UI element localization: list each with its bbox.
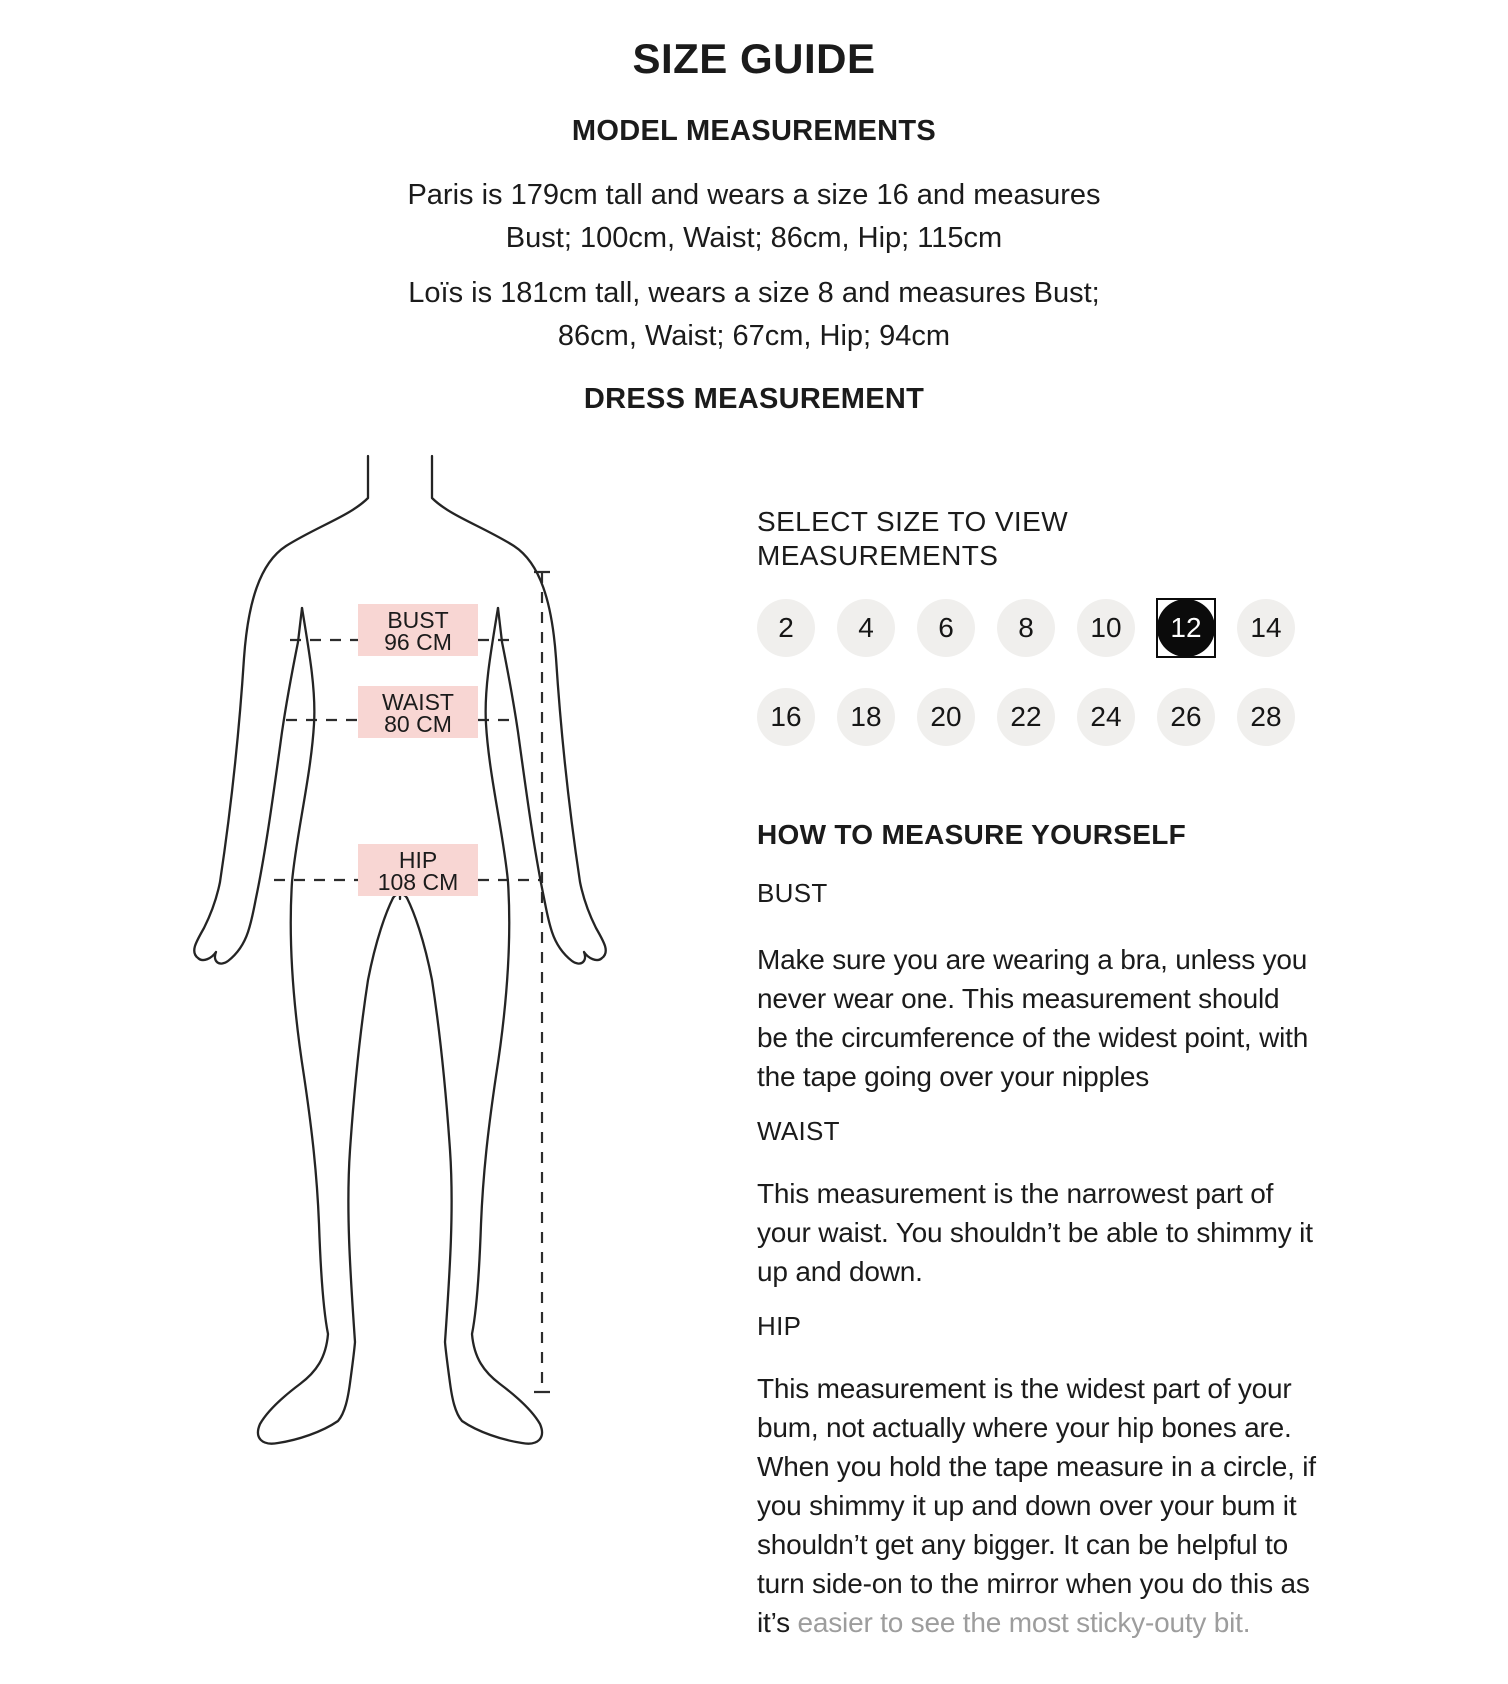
model-measurements-heading: MODEL MEASUREMENTS: [571, 115, 937, 147]
select-size-heading: SELECT SIZE TO VIEW MEASUREMENTS: [757, 506, 1069, 571]
size-selector-column: [757, 505, 1317, 1642]
model-paragraph-paris: Paris is 179cm tall and wears a size 16 and measures Bust; 100cm, Waist; 86cm, Hip; 115cm: [407, 179, 1101, 254]
size-option-20[interactable]: 20: [917, 688, 975, 746]
size-option-16[interactable]: 16: [757, 688, 815, 746]
waist-measurement-label: [358, 686, 478, 738]
dress-measurement-heading: DRESS MEASUREMENT: [583, 383, 925, 415]
size-option-4[interactable]: 4: [837, 599, 895, 657]
size-option-8[interactable]: 8: [997, 599, 1055, 657]
size-option-12-selected[interactable]: 12: [1157, 599, 1215, 657]
size-option-14[interactable]: 14: [1237, 599, 1295, 657]
size-option-2[interactable]: 2: [757, 599, 815, 657]
hip-section-text: This measurement is the widest part of your bum, not actually where your hip bones are. When you hold the tape measure in a circle, if you shimmy it up and down over your bum it shouldn’t get any bigger. It can be helpful to turn side-on to the mirror when you do this as it’s easier to see the most sticky-outy bit.: [757, 1373, 1316, 1638]
svg-text:108 CM: 108 CM: [377, 869, 459, 895]
body-figure-illustration: [190, 452, 610, 1452]
svg-text:WAIST: WAIST: [382, 689, 454, 715]
bust-section-text: Make sure you are wearing a bra, unless you never wear one. This measurement should be the circumference of the widest point, with the tape going over your nipples: [757, 944, 1309, 1092]
svg-text:80 CM: 80 CM: [384, 711, 452, 737]
hip-section-text-faded: easier to see the most sticky-outy bit.: [789, 1607, 1251, 1638]
size-option-24[interactable]: 24: [1077, 688, 1135, 746]
svg-text:BUST: BUST: [387, 607, 449, 633]
size-option-26[interactable]: 26: [1157, 688, 1215, 746]
waist-section-text: This measurement is the narrowest part of your waist. You shouldn’t be able to shimmy it up and down.: [757, 1178, 1313, 1287]
how-to-measure-heading: HOW TO MEASURE YOURSELF: [757, 819, 1187, 850]
hip-section-label: HIP: [757, 1311, 802, 1341]
size-option-28[interactable]: 28: [1237, 688, 1295, 746]
size-options-grid: [757, 599, 1297, 746]
bust-measurement-label: [358, 604, 478, 656]
size-option-22[interactable]: 22: [997, 688, 1055, 746]
waist-section-label: WAIST: [757, 1116, 840, 1146]
size-option-18[interactable]: 18: [837, 688, 895, 746]
body-outline-svg: [190, 452, 610, 1452]
bust-section-label: BUST: [757, 878, 828, 908]
size-option-6[interactable]: 6: [917, 599, 975, 657]
page-title: SIZE GUIDE: [632, 35, 876, 82]
hip-measurement-label: [358, 844, 478, 896]
header: [0, 0, 1508, 416]
svg-text:96 CM: 96 CM: [384, 629, 452, 655]
svg-text:HIP: HIP: [398, 847, 438, 873]
model-paragraph-lois: Loïs is 181cm tall, wears a size 8 and measures Bust; 86cm, Waist; 67cm, Hip; 94cm: [408, 277, 1100, 352]
size-option-10[interactable]: 10: [1077, 599, 1135, 657]
